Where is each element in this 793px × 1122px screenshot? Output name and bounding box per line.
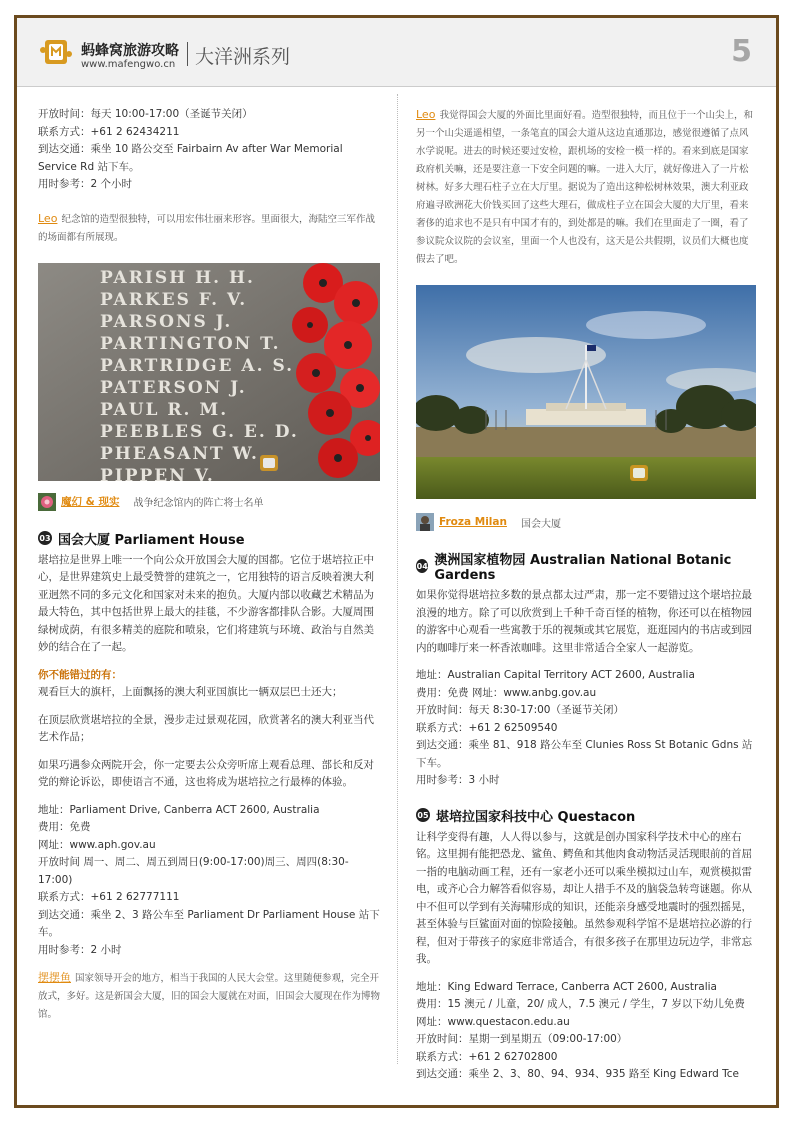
parliament-duration: 用时参考：2 小时 bbox=[38, 943, 122, 956]
section-heading-botanic-gardens bbox=[416, 549, 756, 583]
wall-name: PARISH H. H. bbox=[100, 267, 255, 288]
questacon-fee: 费用：15 澳元 / 儿童，20/ 成人，7.5 澳元 / 学生，7 岁以下幼儿免费 bbox=[416, 998, 745, 1010]
memorial-note bbox=[38, 210, 380, 247]
section-number-badge: 04 bbox=[416, 559, 428, 573]
wall-name: PEEBLES G. E. D. bbox=[100, 421, 299, 442]
botanic-address: 地址：Australian Capital Territory ACT 2600, Australia bbox=[416, 669, 695, 681]
botanic-contact: 联系方式：+61 2 62509540 bbox=[416, 721, 558, 734]
memorial-wall-image bbox=[38, 263, 380, 481]
questacon-website[interactable]: 网址：www.questacon.edu.au bbox=[416, 1015, 570, 1028]
series-title: 大洋洲系列 bbox=[195, 46, 291, 68]
must-see-heading: 你不能错过的有： bbox=[38, 668, 122, 681]
parliament-transport: 到达交通：乘坐 2、3 路公车至 Parliament Dr Parliament House 站下车。 bbox=[38, 908, 380, 938]
parliament-house-photo bbox=[416, 285, 756, 499]
caption-author-link[interactable]: Froza Milan bbox=[439, 516, 507, 528]
parliament-landscape-image bbox=[416, 285, 756, 499]
memorial-hours: 开放时间：每天 10:00-17:00（圣诞节关闭） bbox=[38, 108, 253, 120]
column-divider bbox=[397, 94, 398, 1064]
wall-name: PHEASANT W. bbox=[100, 443, 259, 464]
war-memorial-names-photo bbox=[38, 263, 380, 481]
botanic-fee-website: 费用：免费 网址：www.anbg.gov.au bbox=[416, 686, 597, 699]
note-author-link[interactable]: 摆摆鱼 bbox=[38, 971, 71, 984]
note-text: 我觉得国会大厦的外面比里面好看。造型很独特，而且位于一个山尖上，和另一个山尖遥遥相望，一条笔直的国会大道从这边直通那边，感觉很遵循了点风水学说呢。进去的时候还要过安检，跟机场的安检一模一样的。看来到底是国家政府机关嘛，还是要注意一下安全问题的嘛。一进入大厅，就好像进入了一片松树林。好多大理石柱子立在大厅里。据说为了造出这种松树林效果，澳大利亚政府遍寻欧洲花大价钱买回了这些大理石，做成柱子立在国会大厦的大厅里，看来奢侈的追求也不是只有中国才有的，到处都是的嘛。我们在里面走了一圈，看了参议院众议院的会议室，里面一个人也没有，这天是公共假期，议员们大概也度假去了吧。 bbox=[416, 110, 753, 265]
parliament-fee: 费用：免费 bbox=[38, 821, 91, 833]
parliament-info bbox=[38, 802, 380, 960]
section-title: 澳洲国家植物园 Australian National Botanic Gardens bbox=[434, 553, 732, 583]
wall-name: PARKES F. V. bbox=[100, 289, 248, 310]
memorial-contact: 联系方式：+61 2 62434211 bbox=[38, 125, 180, 138]
questacon-contact: 联系方式：+61 2 62702800 bbox=[416, 1050, 558, 1063]
photo-watermark-icon bbox=[260, 455, 278, 471]
questacon-hours: 开放时间：星期一到星期五（09:00-17:00） bbox=[416, 1033, 628, 1045]
parliament-website[interactable]: 网址：www.aph.gov.au bbox=[38, 838, 156, 851]
botanic-info bbox=[416, 667, 756, 790]
section-number-badge: 05 bbox=[416, 808, 430, 822]
user-avatar-icon[interactable] bbox=[38, 493, 56, 511]
wall-name: PAUL R. M. bbox=[100, 399, 229, 420]
note-text: 国家领导开会的地方，相当于我国的人民大会堂。这里随便参观，完全开放式，多好。这是新国会大厦，旧的国会大厦就在对面，旧国会大厦现在作为博物馆。 bbox=[38, 973, 381, 1020]
wall-name: PIPPEN V. bbox=[100, 465, 215, 481]
memorial-transport: 到达交通：乘坐 10 路公交至 Fairbairn Av after War Memorial Service Rd 站下车。 bbox=[38, 143, 343, 173]
brand-name: 蚂蜂窝旅游攻略 bbox=[81, 43, 179, 59]
botanic-hours: 开放时间：每天 8:30-17:00（圣诞节关闭） bbox=[416, 704, 624, 716]
questacon-info bbox=[416, 979, 756, 1084]
memorial-duration: 用时参考：2 个小时 bbox=[38, 178, 133, 190]
caption-author-link[interactable]: 魔幻 & 现实 bbox=[61, 496, 120, 508]
questacon-address: 地址：King Edward Terrace, Canberra ACT 2600, Australia bbox=[416, 980, 717, 993]
photo2-caption bbox=[416, 513, 756, 531]
memorial-info bbox=[38, 106, 380, 194]
section-title: 堪培拉国家科技中心 Questacon bbox=[436, 809, 636, 825]
parliament-user-note bbox=[38, 969, 380, 1024]
must-see-item: 观看巨大的旗杆，上面飘扬的澳大利亚国旗比一辆双层巴士还大； bbox=[38, 686, 343, 698]
questacon-transport: 到达交通：乘坐 2、3、80、94、934、935 路至 King Edward Tce bbox=[416, 1068, 739, 1080]
parliament-contact: 联系方式：+61 2 62777111 bbox=[38, 891, 180, 903]
right-column bbox=[416, 106, 756, 1084]
caption-text: 战争纪念馆内的阵亡将士名单 bbox=[133, 498, 264, 509]
parliament-hours: 开放时间 周一、周二、周五到周日(9:00-17:00)周三、周四(8:30-17:00) bbox=[38, 856, 349, 886]
section-title: 国会大厦 Parliament House bbox=[58, 532, 245, 548]
wall-name: PARSONS J. bbox=[100, 311, 233, 332]
mafengwo-logo-icon bbox=[39, 38, 73, 66]
section-heading-questacon bbox=[416, 806, 756, 825]
user-avatar-icon[interactable] bbox=[416, 513, 434, 531]
wall-name: PARTRIDGE A. S. bbox=[100, 355, 295, 376]
must-see-item: 如果巧遇参众两院开会，你一定要去公众旁听席上观看总理、部长和反对党的辩论诉讼，即使语言不通，这也将成为堪培拉之行最棒的体验。 bbox=[38, 758, 374, 788]
header-divider bbox=[187, 42, 188, 66]
parliament-review-note bbox=[416, 106, 756, 269]
wall-name: PARTINGTON T. bbox=[100, 333, 281, 354]
photo-watermark-icon bbox=[630, 465, 648, 481]
photo1-caption bbox=[38, 493, 380, 511]
parliament-address: 地址：Parliament Drive, Canberra ACT 2600, Australia bbox=[38, 803, 320, 816]
left-column bbox=[38, 106, 380, 1024]
questacon-description: 让科学变得有趣，人人得以参与，这就是创办国家科学技术中心的座右铭。这里拥有能把恐龙、鲨鱼、鳄鱼和其他肉食动物活灵活现眼前的首屈一指的电脑动画工程，还有一家老小还可以乘坐模拟过山车，观赏模拟雷电，或齐心合力解答看似容易，却让人措手不及的脑袋急转弯谜题。你从中不但可以学到有关海啸形成的知识，还能亲身感受地震时的强烈摇晃，甚至体验与巨鲨面对面的惊险接触。虽然参观科学馆不是堪培拉必游的行程，但对于带孩子的家庭非常适合，有很多孩子在那里边玩边学，非常忘我。 bbox=[416, 830, 752, 965]
parliament-description: 堪培拉是世界上唯一一个向公众开放国会大厦的国都。它位于堪培拉正中心，是世界建筑史上最受赞誉的建筑之一，它用独特的语言反映着澳大利亚迥然不同的多元文化和国家对未来的抱负。大厦内部以收藏艺术精品为最大特色，其中包括世界上最大的挂毯，不少游客都排队合影。大厦周围绿树成荫，有很多精美的庭院和喷泉，它们将建筑与环境、政治与自然美妙的结合在了一起。 bbox=[38, 553, 374, 653]
section-number-badge: 03 bbox=[38, 531, 52, 545]
note-author-link[interactable]: Leo bbox=[416, 108, 436, 121]
page-number: 5 bbox=[731, 34, 752, 69]
botanic-transport: 到达交通：乘坐 81、918 路公车至 Clunies Ross St Botanic Gdns 站下车。 bbox=[416, 739, 753, 769]
botanic-duration: 用时参考：3 小时 bbox=[416, 774, 500, 786]
page-header bbox=[17, 18, 776, 87]
wall-name: PATERSON J. bbox=[100, 377, 247, 398]
section-heading-parliament bbox=[38, 529, 380, 548]
botanic-description: 如果你觉得堪培拉多数的景点都太过严肃，那一定不要错过这个堪培拉最浪漫的地方。除了可以欣赏到上千种千奇百怪的植物，你还可以在植物园的游客中心观看一些寓教于乐的视频或其它展览，逛逛园内的书店或到园内的咖啡厅来一杯香浓咖啡。这里非常适合全家人一起游览。 bbox=[416, 589, 752, 654]
caption-text: 国会大厦 bbox=[520, 518, 561, 530]
brand-url[interactable]: www.mafengwo.cn bbox=[81, 59, 176, 70]
note-text: 纪念馆的造型很独特，可以用宏伟壮丽来形容。里面很大，海陆空三军作战的场面都有所展现。 bbox=[38, 213, 375, 243]
note-author-link[interactable]: Leo bbox=[38, 211, 58, 225]
must-see-item: 在顶层欣赏堪培拉的全景，漫步走过景观花园，欣赏著名的澳大利亚当代艺术作品； bbox=[38, 713, 374, 743]
